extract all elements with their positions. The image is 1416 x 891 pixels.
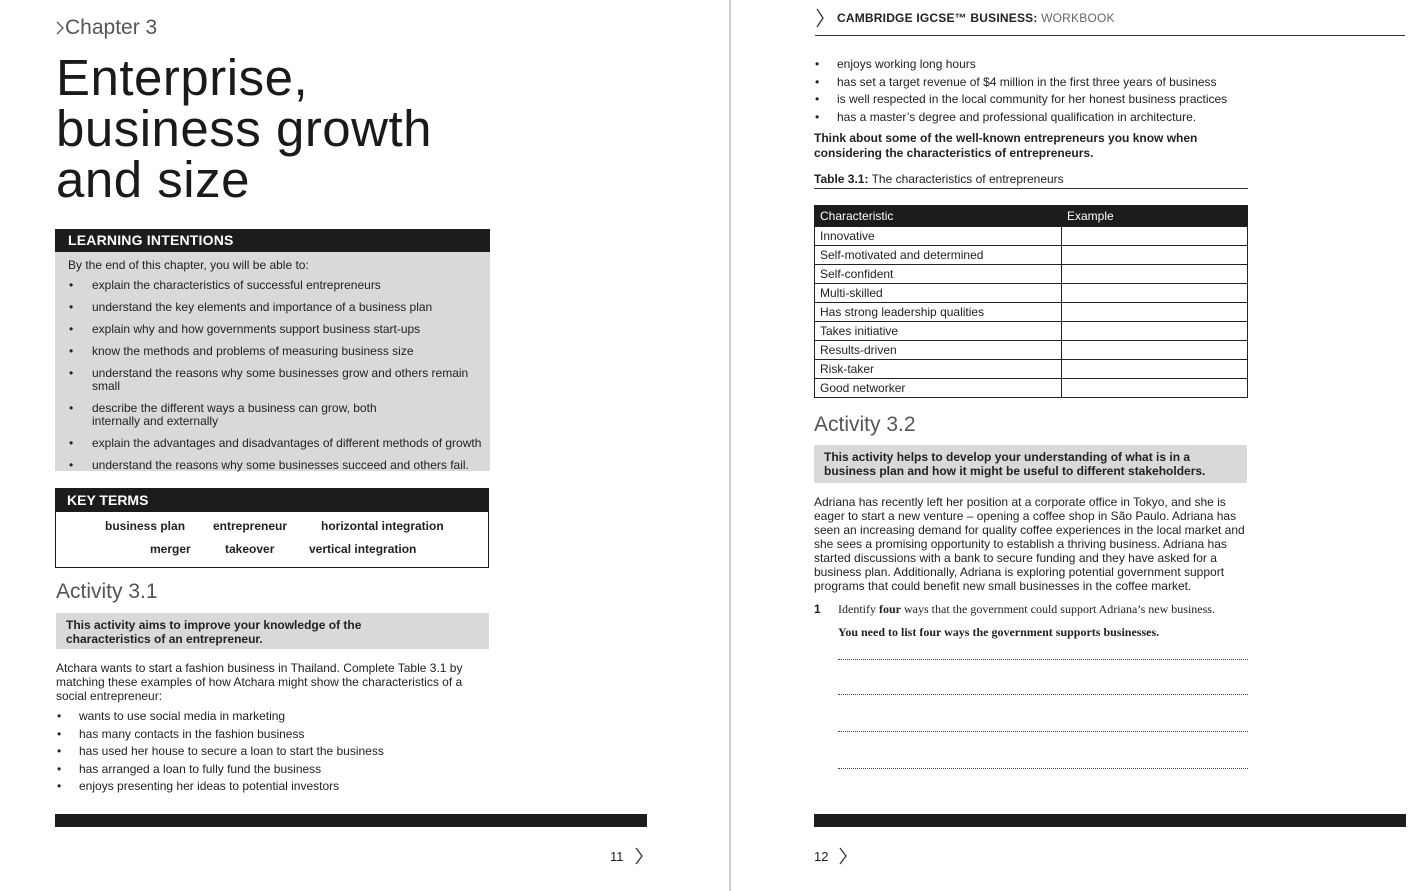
book-title: CAMBRIDGE IGCSE™ BUSINESS: xyxy=(837,11,1038,25)
page-number xyxy=(814,846,848,866)
title-line: and size xyxy=(56,151,250,208)
list-item: • has arranged a loan to fully fund the business xyxy=(55,761,384,779)
example-list-continued xyxy=(813,56,1227,126)
example-cell[interactable] xyxy=(1062,265,1248,284)
list-item: • know the methods and problems of measuring business size xyxy=(68,345,483,358)
characteristic-cell: Good networker xyxy=(815,379,1062,398)
chapter-label xyxy=(55,16,157,40)
table-row xyxy=(815,303,1248,322)
table-row xyxy=(815,246,1248,265)
running-head-text xyxy=(837,11,1115,25)
list-item: • has a master’s degree and professional qualification in architecture. xyxy=(813,109,1227,127)
table-row xyxy=(815,379,1248,398)
question-hint: You need to list four ways the government supports businesses. xyxy=(838,625,1160,639)
characteristics-table xyxy=(814,205,1248,398)
title-line: business growth xyxy=(56,100,433,157)
table-row xyxy=(815,284,1248,303)
chevron-right-icon xyxy=(634,846,644,866)
key-term: takeover xyxy=(225,542,275,556)
chapter-title xyxy=(56,49,433,208)
chevron-right-icon xyxy=(815,7,825,29)
table-header-row xyxy=(815,206,1248,227)
characteristic-cell: Self-motivated and determined xyxy=(815,246,1062,265)
answer-line[interactable] xyxy=(838,694,1248,695)
activity-aim: This activity helps to develop your understanding of what is in a business plan and how it might be useful to different stakeholders. xyxy=(814,445,1247,483)
question-emphasis: four xyxy=(879,602,901,616)
header-rule xyxy=(815,35,1405,36)
characteristic-cell: Risk-taker xyxy=(815,360,1062,379)
table-row xyxy=(815,341,1248,360)
chapter-text: Chapter 3 xyxy=(65,16,158,39)
key-term: business plan xyxy=(105,519,186,533)
chevron-right-icon xyxy=(838,846,848,866)
table-row xyxy=(815,360,1248,379)
key-term: merger xyxy=(150,542,191,556)
column-header: Characteristic xyxy=(815,206,1062,227)
right-page xyxy=(731,0,1416,891)
key-term: entrepreneur xyxy=(213,519,288,533)
book-subtitle: WORKBOOK xyxy=(1041,11,1115,25)
list-item: • explain the advantages and disadvantages of different methods of growth xyxy=(68,437,483,450)
table-caption xyxy=(814,172,1248,189)
list-item: • has used her house to secure a loan to start the business xyxy=(55,743,384,761)
characteristic-cell: Innovative xyxy=(815,227,1062,246)
list-item: • has set a target revenue of $4 million in the first three years of business xyxy=(813,74,1227,92)
list-item: • understand the key elements and importance of a business plan xyxy=(68,301,483,314)
question-number: 1 xyxy=(814,602,821,616)
example-cell[interactable] xyxy=(1062,360,1248,379)
list-item: • has many contacts in the fashion business xyxy=(55,726,384,744)
characteristic-cell: Self-confident xyxy=(815,265,1062,284)
example-cell[interactable] xyxy=(1062,322,1248,341)
key-terms-heading: KEY TERMS xyxy=(56,489,488,512)
key-terms-box xyxy=(55,488,489,568)
list-item: • enjoys working long hours xyxy=(813,56,1227,74)
example-cell[interactable] xyxy=(1062,284,1248,303)
characteristic-cell: Takes initiative xyxy=(815,322,1062,341)
footer-bar xyxy=(55,814,647,827)
question-text-part: ways that the government could support Adriana’s new business. xyxy=(901,602,1215,616)
column-header: Example xyxy=(1062,206,1248,227)
characteristic-cell: Has strong leadership qualities xyxy=(815,303,1062,322)
table-caption-label: Table 3.1: xyxy=(814,172,869,186)
activity-aim: This activity aims to improve your knowledge of the characteristics of an entrepreneur. xyxy=(56,613,489,649)
example-cell[interactable] xyxy=(1062,379,1248,398)
table-row xyxy=(815,227,1248,246)
example-cell[interactable] xyxy=(1062,303,1248,322)
list-item: • explain the characteristics of successful entrepreneurs xyxy=(68,279,483,292)
example-cell[interactable] xyxy=(1062,246,1248,265)
learning-intentions-intro: By the end of this chapter, you will be able to: xyxy=(68,258,309,272)
activity-title: Activity 3.2 xyxy=(814,413,916,436)
list-item: • explain why and how governments support business start-ups xyxy=(68,323,483,336)
think-text: Think about some of the well-known entrepreneurs you know when considering the characteristics of entrepreneurs. xyxy=(814,131,1198,160)
title-line: Enterprise, xyxy=(56,49,309,106)
list-item: • understand the reasons why some businesses succeed and others fail. xyxy=(68,459,483,472)
learning-intentions-box xyxy=(55,229,490,471)
page-number-text: 11 xyxy=(610,848,624,864)
page-number-text: 12 xyxy=(814,848,829,864)
list-item: • describe the different ways a business can grow, both internally and externally xyxy=(68,402,422,428)
example-list xyxy=(55,708,384,796)
list-item: • understand the reasons why some businesses grow and others remain small xyxy=(68,367,483,393)
learning-intentions-heading: LEARNING INTENTIONS xyxy=(55,229,490,252)
activity-body: Adriana has recently left her position at a corporate office in Tokyo, and she is eager to start a new venture – opening a coffee shop in São Paulo. Adriana has seen an increasing demand for quality coffee experiences in the local market and she sees a promising opportunity to establish a thriving business. Adriana has started discussions with a bank to secure funding and they have asked for a business plan. Additionally, Adriana is exploring potential government support programs that could benefit new small businesses in the coffee market. xyxy=(814,495,1245,593)
list-item: • enjoys presenting her ideas to potential investors xyxy=(55,778,384,796)
answer-line[interactable] xyxy=(838,731,1248,732)
table-caption-text: The characteristics of entrepreneurs xyxy=(871,172,1064,186)
question-text xyxy=(838,602,1215,617)
activity-title: Activity 3.1 xyxy=(56,580,158,603)
running-head xyxy=(815,7,1115,29)
page-number xyxy=(610,846,644,866)
example-cell[interactable] xyxy=(1062,341,1248,360)
learning-intentions-list xyxy=(68,279,483,472)
key-term: horizontal integration xyxy=(321,519,444,533)
table-row xyxy=(815,265,1248,284)
table-row xyxy=(815,322,1248,341)
list-item: • is well respected in the local community for her honest business practices xyxy=(813,91,1227,109)
activity-body: Atchara wants to start a fashion business in Thailand. Complete Table 3.1 by matching these examples of how Atchara might show the characteristics of a social entrepreneur: xyxy=(56,661,463,703)
footer-bar xyxy=(814,814,1406,827)
list-item: • wants to use social media in marketing xyxy=(55,708,384,726)
answer-line[interactable] xyxy=(838,768,1248,769)
characteristic-cell: Results-driven xyxy=(815,341,1062,360)
example-cell[interactable] xyxy=(1062,227,1248,246)
chevron-right-icon xyxy=(55,20,65,36)
question-text-part: Identify xyxy=(838,602,879,616)
key-term: vertical integration xyxy=(309,542,417,556)
answer-line[interactable] xyxy=(838,659,1248,660)
characteristic-cell: Multi-skilled xyxy=(815,284,1062,303)
